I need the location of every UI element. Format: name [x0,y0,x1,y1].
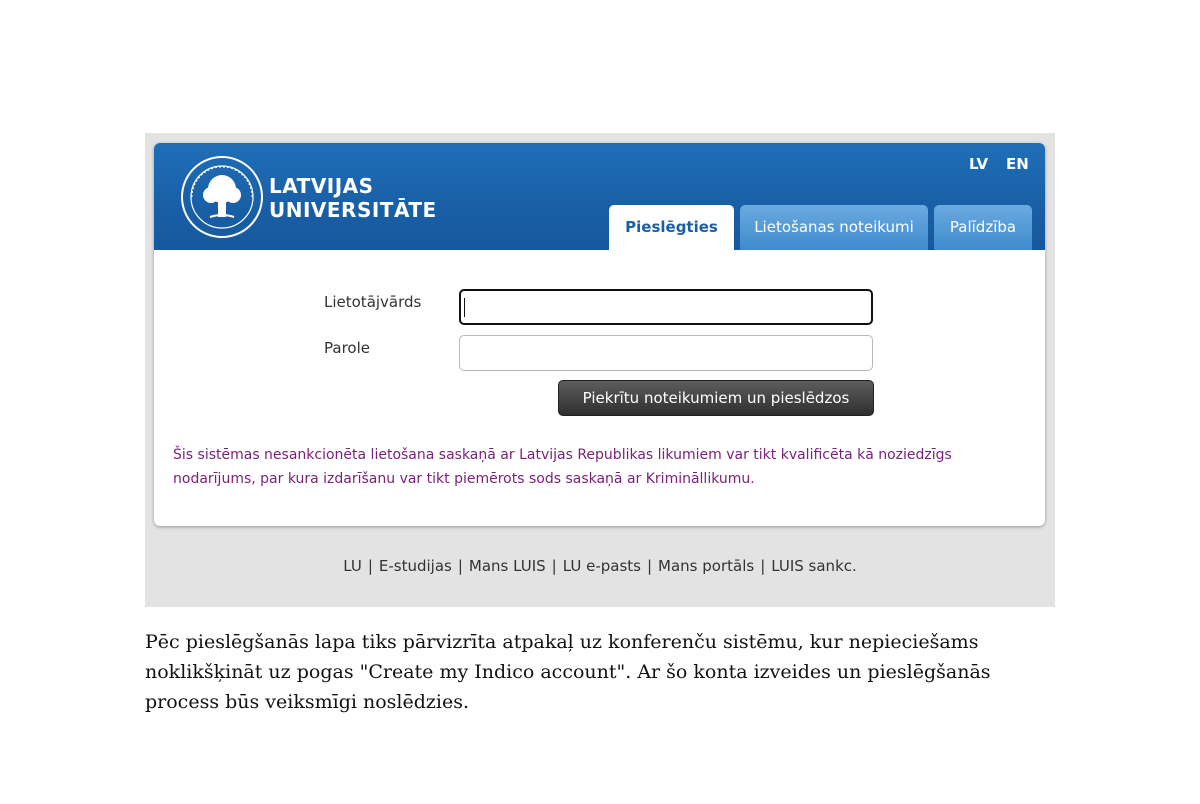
username-input[interactable] [459,289,873,325]
login-screenshot [145,133,1055,607]
logo-line-1: LATVIJAS [269,174,374,198]
footer-separator: | [457,557,463,575]
username-label: Lietotājvārds [324,293,422,311]
login-card [154,143,1045,526]
footer-link-mans-luis[interactable]: Mans LUIS [468,557,546,575]
footer-separator: | [551,557,557,575]
footer-links [145,557,1055,575]
footer-separator: | [760,557,766,575]
footer-separator: | [646,557,653,575]
instruction-caption: Pēc pieslēgšanās lapa tiks pārvizrīta atpakaļ uz konferenču sistēmu, kur nepieciešams noklikšķināt uz pogas "Create my Indico account". Ar šo konta izveides un pieslēgšanās process būs veiksmīgi noslēdzies. [145,631,991,713]
footer-link-lu-epasts[interactable]: LU e-pasts [562,557,641,575]
university-logo-text [269,174,437,222]
university-seal-icon [180,155,264,239]
footer-link-e-studijas[interactable]: E-studijas [378,557,452,575]
footer-link-mans-portals[interactable]: Mans portāls [658,557,755,575]
legal-warning-text: Šis sistēmas nesankcionēta lietošana saskaņā ar Latvijas Republikas likumiem var tikt kvalificēta kā noziedzīgs nodarījums, par kura izdarīšanu var tikt piemērots sods saskaņā ar Krimināllikumu. [173,447,952,487]
tab-help[interactable]: Palīdzība [934,205,1032,250]
logo-line-2: UNIVERSITĀTE [269,198,437,222]
tab-login[interactable]: Pieslēgties [609,205,734,250]
footer-separator: | [367,557,373,575]
footer-link-luis-sankc[interactable]: LUIS sankc. [771,557,857,575]
footer-link-lu[interactable]: LU [343,557,362,575]
password-input[interactable] [459,335,873,371]
password-label: Parole [324,339,370,357]
language-lv-link[interactable]: LV [969,155,989,173]
language-en-link[interactable]: EN [1006,155,1029,173]
text-cursor [464,298,465,317]
tab-terms-of-use[interactable]: Lietošanas noteikumi [740,205,928,250]
header-bar [154,143,1045,250]
login-submit-button[interactable]: Piekrītu noteikumiem un pieslēdzos [558,380,874,416]
